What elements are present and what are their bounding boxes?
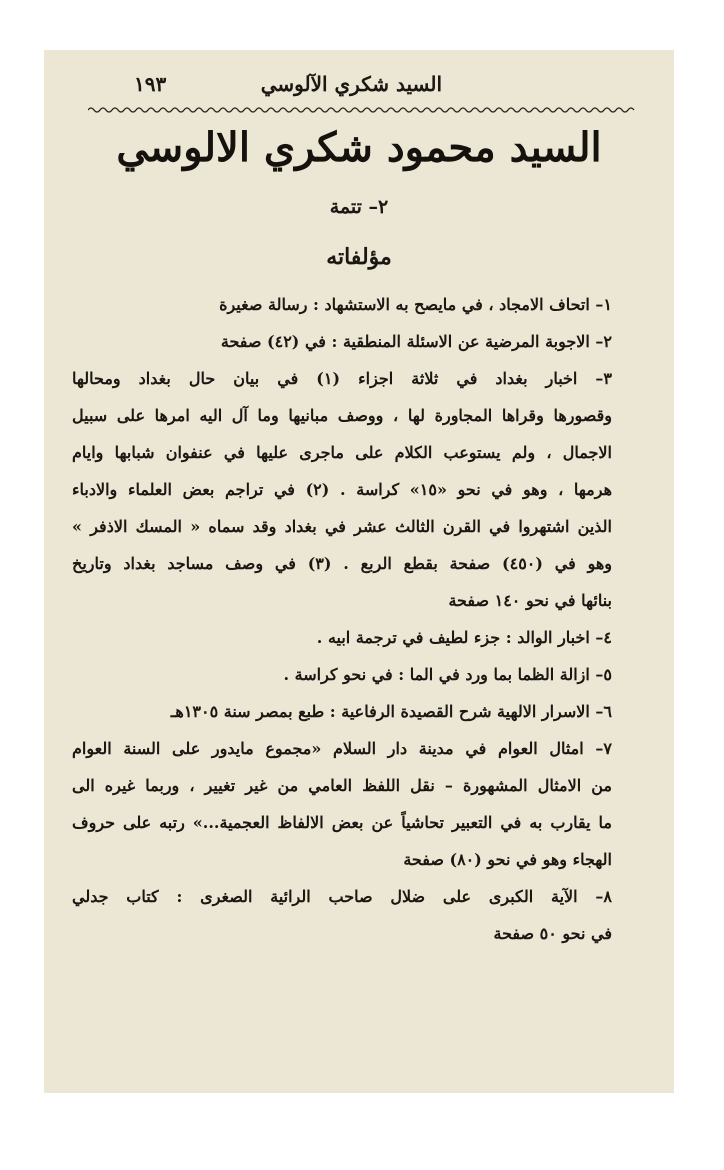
book-page <box>44 50 674 1093</box>
page-title: السيد محمود شكري الالوسي <box>116 124 602 171</box>
text-line: ٢– الاجوبة المرضية عن الاسئلة المنطقية : في (٤٢) صفحة <box>220 332 612 351</box>
text-line: بنائها في نحو ١٤٠ صفحة <box>448 591 612 610</box>
text-line: الهجاء وهو في نحو (٨٠) صفحة <box>403 850 612 869</box>
running-header <box>44 70 674 102</box>
text-line: ١– اتحاف الامجاد ، في مايصح به الاستشهاد : رسالة صغيرة <box>219 295 612 314</box>
text-line: ٨– الآية الكبرى على ضلال صاحب الرائية الصغرى : كتاب جدلي <box>72 887 612 906</box>
text-line: ٣– اخبار بغداد في ثلاثة اجزاء (١) في بيان حال بغداد ومحالها <box>72 369 612 388</box>
section-heading: مؤلفاته <box>326 244 392 270</box>
text-line: ما يقارب به في التعبير تحاشياً عن بعض الالفاظ العجمية...» رتبه على حروف <box>72 813 612 832</box>
text-line: ٧– امثال العوام في مدينة دار السلام «مجموع مايدور على السنة العوام <box>72 739 612 758</box>
body-text <box>72 286 612 952</box>
text-line: هرمها ، وهو في نحو «١٥» كراسة . (٢) في تراجم بعض العلماء والادباء <box>72 480 612 499</box>
text-line: ٦– الاسرار الالهية شرح القصيدة الرفاعية : طبع بمصر سنة ١٣٠٥هـ <box>170 702 612 721</box>
text-line: وقصورها وقراها المجاورة لها ، ووصف مبانيها وما آل اليه امرها على سبيل <box>72 406 612 425</box>
decorative-wavy-rule <box>88 106 636 114</box>
part-subtitle: ٢– تتمة <box>329 196 389 218</box>
text-line: في نحو ٥٠ صفحة <box>493 924 612 943</box>
text-line: ٤– اخبار الوالد : جزء لطيف في ترجمة ابيه . <box>316 628 612 647</box>
text-line: الذين اشتهروا في القرن الثالث عشر في بغداد وقد سماه « المسك الاذفر » <box>72 517 612 536</box>
text-line: الاجمال ، ولم يستوعب الكلام على ماجرى عليها في عنفوان شبابها وايام <box>72 443 612 462</box>
page-number: ١٩٣ <box>134 72 167 96</box>
running-header-title: السيد شكري الآلوسي <box>260 72 442 96</box>
text-line: ٥– ازالة الظما بما ورد في الما : في نحو كراسة . <box>283 665 612 684</box>
text-line: من الامثال المشهورة – نقل اللفظ العامي من غير تغيير ، وربما غيره الى <box>72 776 612 795</box>
text-line: وهو في (٤٥٠) صفحة بقطع الربع . (٣) في وصف مساجد بغداد وتاريخ <box>72 554 612 573</box>
